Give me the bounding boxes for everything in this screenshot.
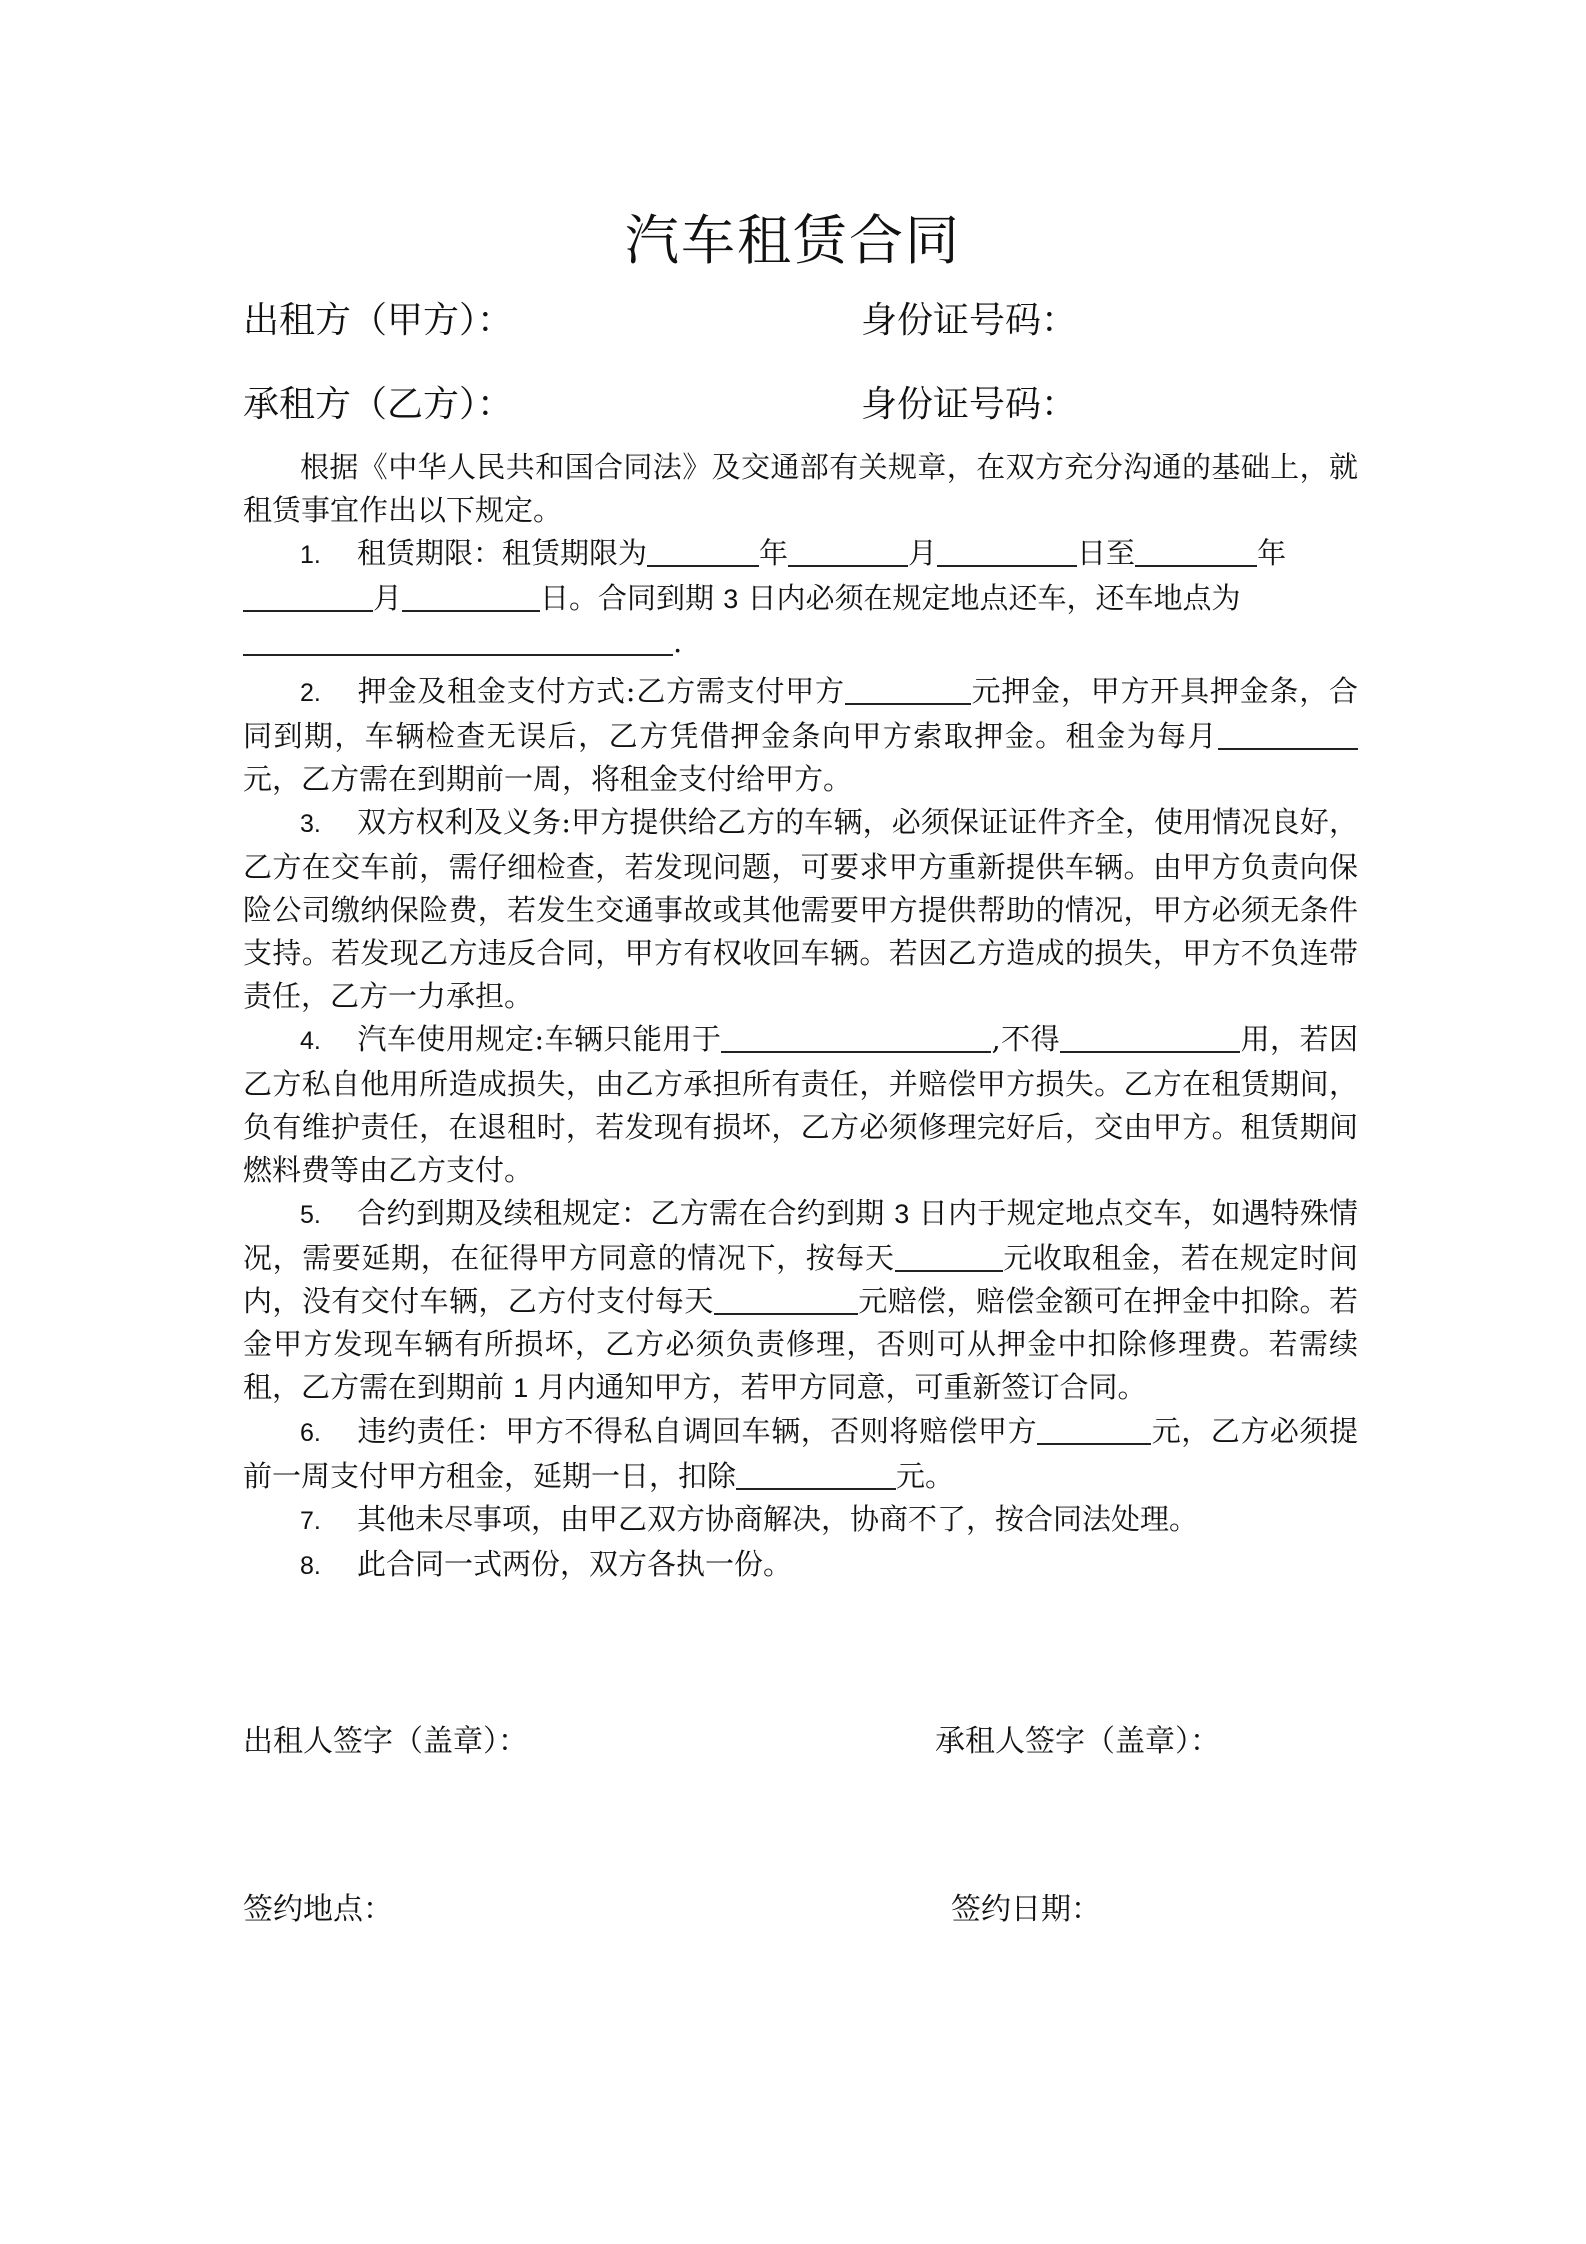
blank-field[interactable] bbox=[714, 1283, 858, 1315]
clause-4: 4. 汽车使用规定:车辆只能用于 ,不得 用，若因乙方私自他用所造成损失，由乙方承担所有责任，并赔偿甲方损失。乙方在租赁期间，负有维护责任，在退租时，若发现有损坏，乙方必须修理完好后，交由甲方。租赁期间燃料费等由乙方支付。 bbox=[243, 1022, 1358, 1187]
clause-5: 5. 合约到期及续租规定：乙方需在合约到期 3 日内于规定地点交车，如遇特殊情况，需要延期，在征得甲方同意的情况下，按每天 元收取租金，若在规定时间内，没有交付车辆，乙方付支付每天 元赔偿，赔偿金额可在押金中扣除。若金甲方发现车辆有所损坏，乙方必须负责修理，否则可从押金中扣除修理费。若需续租，乙方需在到期前 1 月内通知甲方，若甲方同意，可重新签订合同。 bbox=[243, 1196, 1358, 1404]
clause-number: 6. bbox=[300, 1419, 321, 1447]
document-title: 汽车租赁合同 bbox=[625, 209, 961, 272]
blank-field[interactable] bbox=[788, 535, 908, 567]
blank-field[interactable] bbox=[736, 1458, 896, 1490]
blank-field[interactable] bbox=[937, 535, 1077, 567]
lessee-signature-label: 承租人签字（盖章）： bbox=[935, 1724, 1220, 1759]
blank-field[interactable] bbox=[1037, 1413, 1151, 1445]
lessor-label: 出租方（甲方）： bbox=[243, 300, 514, 341]
clause-3: 3. 双方权利及义务:甲方提供给乙方的车辆，必须保证证件齐全，使用情况良好，乙方在交车前，需仔细检查，若发现问题，可要求甲方重新提供车辆。由甲方负责向保险公司缴纳保险费，若发生交通事故或其他需要甲方提供帮助的情况，甲方必须无条件支持。若发现乙方违反合同，甲方有权收回车辆。若因乙方造成的损失，甲方不负连带责任，乙方一力承担。 bbox=[243, 805, 1358, 1013]
lessor-signature-label: 出租人签字（盖章）： bbox=[243, 1724, 528, 1759]
intro-paragraph bbox=[243, 446, 1358, 532]
clause-number: 7. bbox=[300, 1507, 321, 1535]
signing-date-label: 签约日期： bbox=[951, 1892, 1101, 1927]
blank-field[interactable] bbox=[721, 1021, 991, 1053]
clause-number: 8. bbox=[300, 1552, 321, 1580]
blank-field[interactable] bbox=[895, 1240, 1003, 1272]
blank-field[interactable] bbox=[1135, 535, 1257, 567]
blank-field[interactable] bbox=[1218, 718, 1358, 750]
lessee-id-label: 身份证号码： bbox=[861, 384, 1078, 425]
clause-number: 4. bbox=[300, 1027, 321, 1055]
clause-number: 5. bbox=[300, 1201, 321, 1229]
blank-field[interactable] bbox=[243, 624, 673, 656]
lessor-id-label: 身份证号码： bbox=[861, 300, 1078, 341]
blank-field[interactable] bbox=[647, 535, 759, 567]
contract-body bbox=[243, 446, 1358, 1588]
lessee-label: 承租方（乙方）： bbox=[243, 384, 514, 425]
clause-1: 1. 租赁期限：租赁期限为 年 月 日至 年 月 日。合同到期 3 日内必须在规定地点还车，还车地点为 . bbox=[243, 532, 1358, 664]
intro-text: 根据《中华人民共和国合同法》及交通部有关规章，在双方充分沟通的基础上，就租赁事宜作出以下规定。 bbox=[243, 450, 1358, 527]
clause-number: 2. bbox=[300, 679, 321, 707]
clause-number: 1. bbox=[300, 541, 321, 569]
blank-field[interactable] bbox=[402, 580, 540, 612]
blank-field[interactable] bbox=[845, 673, 971, 705]
clause-6: 6. 违约责任：甲方不得私自调回车辆，否则将赔偿甲方 元，乙方必须提前一周支付甲方租金，延期一日，扣除 元。 bbox=[243, 1414, 1358, 1493]
clause-7: 7. 其他未尽事项，由甲乙双方协商解决，协商不了，按合同法处理。 bbox=[243, 1498, 1358, 1543]
clause-8: 8. 此合同一式两份，双方各执一份。 bbox=[243, 1543, 1358, 1588]
blank-field[interactable] bbox=[1060, 1021, 1240, 1053]
signing-place-label: 签约地点： bbox=[243, 1892, 393, 1927]
blank-field[interactable] bbox=[243, 580, 373, 612]
clause-2: 2. 押金及租金支付方式:乙方需支付甲方 元押金，甲方开具押金条，合同到期，车辆检查无误后，乙方凭借押金条向甲方索取押金。租金为每月元，乙方需在到期前一周，将租金支付给甲方。 bbox=[243, 674, 1358, 796]
clause-number: 3. bbox=[300, 810, 321, 838]
